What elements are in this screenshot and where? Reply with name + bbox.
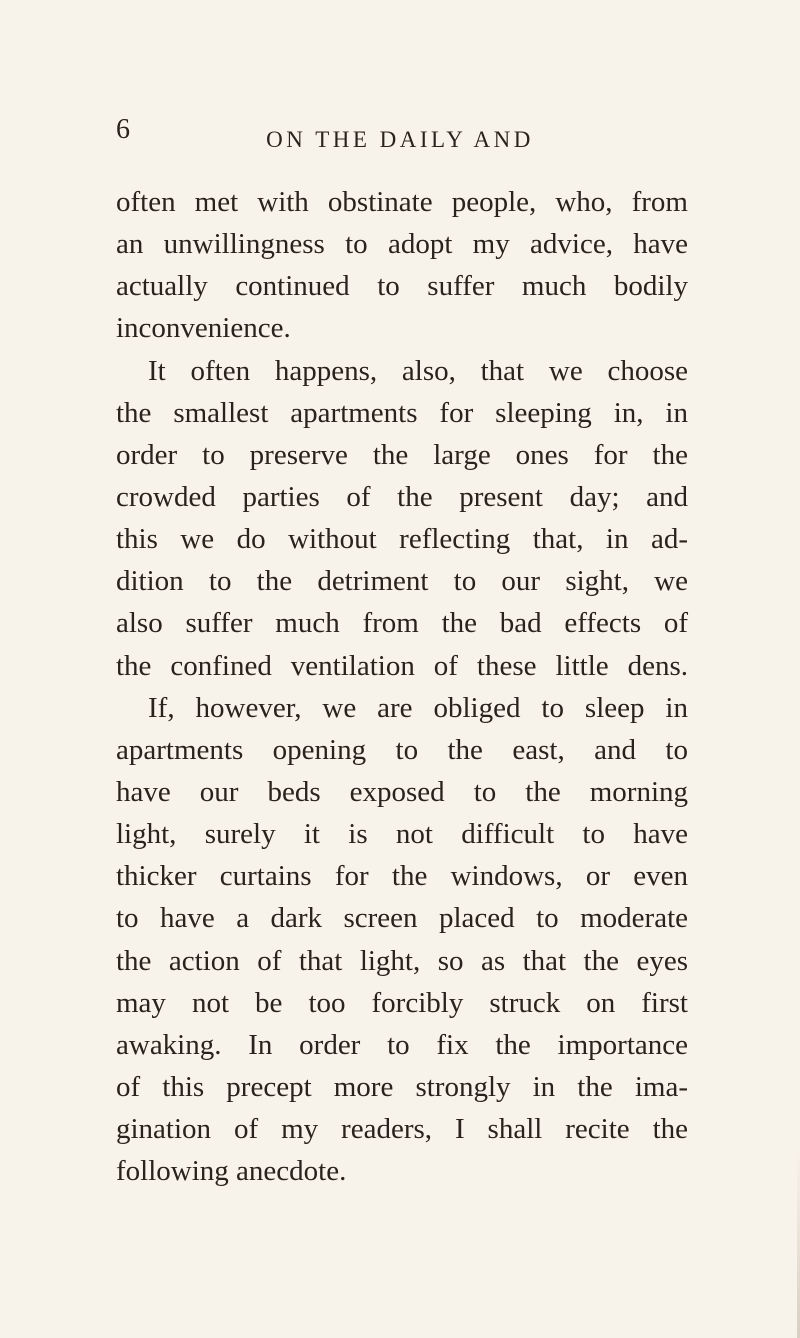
text-line: of this precept more strongly in the ima- (116, 1070, 688, 1103)
text-line: gination of my readers, I shall recite the (116, 1113, 688, 1146)
text-line: thicker curtains for the windows, or even (116, 860, 688, 893)
page-number: 6 (116, 114, 130, 145)
text-line: apartments opening to the east, and to (116, 733, 688, 766)
text-line: actually continued to suffer much bodily (116, 270, 688, 303)
text-line: the smallest apartments for sleeping in, in (116, 396, 688, 429)
text-line: order to preserve the large ones for the (116, 438, 688, 471)
running-head: ON THE DAILY AND (266, 127, 534, 152)
body-text (116, 181, 688, 1192)
text-line: following anecdote. (116, 1155, 347, 1188)
text-line: the action of that light, so as that the eyes (116, 944, 688, 977)
text-line: awaking. In order to fix the importance (116, 1028, 688, 1061)
text-line: inconvenience. (116, 312, 291, 345)
text-line: an unwillingness to adopt my advice, have (116, 228, 688, 261)
text-line: dition to the detriment to our sight, we (116, 565, 688, 598)
text-line: may not be too forcibly struck on first (116, 986, 688, 1019)
paragraph-start-line: It often happens, also, that we choose (148, 354, 688, 387)
text-line: the confined ventilation of these little dens. (116, 649, 688, 682)
text-line: crowded parties of the present day; and (116, 480, 688, 513)
paragraph-start-line: If, however, we are obliged to sleep in (148, 691, 688, 724)
text-line: also suffer much from the bad effects of (116, 607, 688, 640)
text-line: often met with obstinate people, who, from (116, 186, 688, 218)
text-line: to have a dark screen placed to moderate (116, 902, 688, 935)
text-line: have our beds exposed to the morning (116, 775, 688, 808)
text-line: light, surely it is not difficult to have (116, 818, 688, 851)
text-line: this we do without reflecting that, in ad- (116, 523, 688, 556)
